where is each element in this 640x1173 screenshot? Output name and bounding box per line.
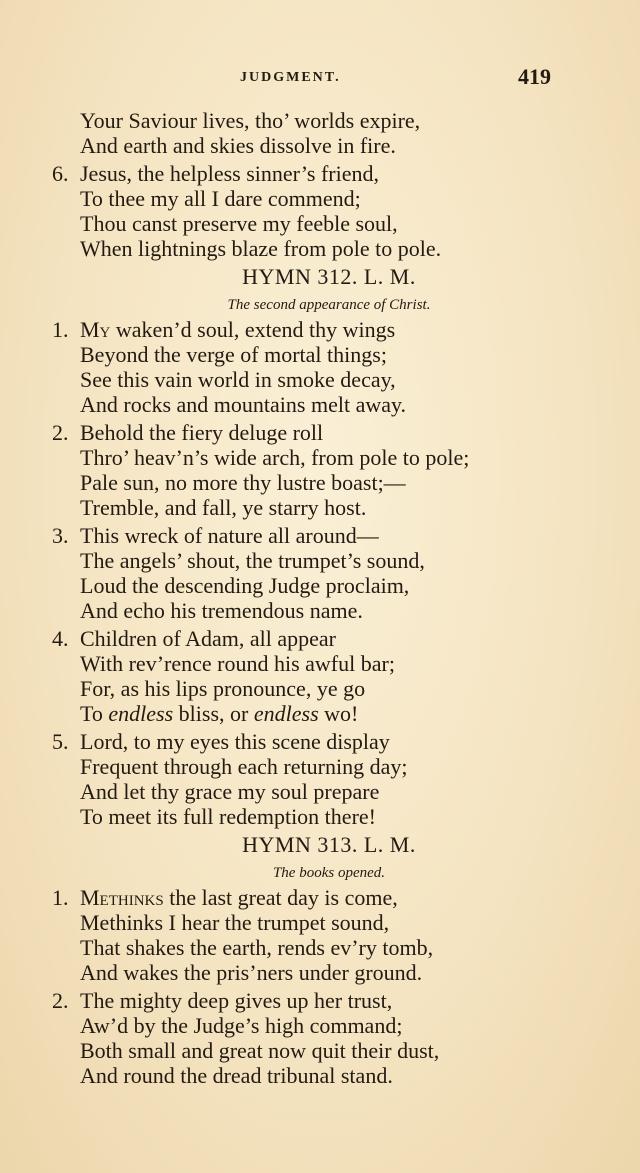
verse-line: And wakes the pris’ners under ground. xyxy=(80,960,423,985)
verse-line: Aw’d by the Judge’s high command; xyxy=(80,1013,403,1038)
hymn-313-title: HYMN 313. L. M. xyxy=(242,832,416,857)
verse-line: And rocks and mountains melt away. xyxy=(80,392,407,417)
verse-number: 2. xyxy=(52,988,69,1013)
verse-line: Thro’ heav’n’s wide arch, from pole to pole; xyxy=(80,445,470,470)
verse-first-word: Methinks xyxy=(80,885,164,910)
verse-line: And let thy grace my soul prepare xyxy=(80,779,380,804)
verse-line: Methinks the last great day is come, xyxy=(80,885,398,910)
verse-line: My waken’d soul, extend thy wings xyxy=(80,317,396,342)
hymn-312-verse-2 xyxy=(0,420,640,520)
verse-line: Behold the fiery deluge roll xyxy=(80,420,324,445)
emphasis: endless xyxy=(108,701,174,726)
verse-number: 5. xyxy=(52,729,69,754)
verse-line: See this vain world in smoke decay, xyxy=(80,367,396,392)
hymn-312-title: HYMN 312. L. M. xyxy=(242,264,416,289)
verse-line: To thee my all I dare commend; xyxy=(80,186,361,211)
hymn-313-subtitle: The books opened. xyxy=(272,865,386,881)
emphasis: endless xyxy=(253,701,319,726)
verse-line: Jesus, the helpless sinner’s friend, xyxy=(80,161,379,186)
hymn-312-verse-5 xyxy=(0,729,640,829)
running-head: JUDGMENT. xyxy=(240,70,341,85)
hymn-313-verse-2 xyxy=(0,988,640,1088)
verse-line: Frequent through each returning day; xyxy=(80,754,408,779)
verse-line: For, as his lips pronounce, ye go xyxy=(80,676,366,701)
verse-line: Methinks I hear the trumpet sound, xyxy=(80,910,390,935)
hymn-312-subtitle: The second appearance of Christ. xyxy=(227,297,431,313)
hymn-312-verse-1 xyxy=(0,317,640,417)
verse-line: Beyond the verge of mortal things; xyxy=(80,342,387,367)
verse-line: That shakes the earth, rends ev’ry tomb, xyxy=(80,935,434,960)
verse-line: The mighty deep gives up her trust, xyxy=(80,988,393,1013)
verse-line: Lord, to my eyes this scene display xyxy=(80,729,390,754)
verse-number: 4. xyxy=(52,626,69,651)
verse-line: To endless bliss, or endless wo! xyxy=(80,701,359,726)
verse-line: Loud the descending Judge proclaim, xyxy=(80,573,410,598)
hymn-312-verse-4 xyxy=(0,626,640,726)
verse-first-word: My xyxy=(80,317,111,342)
verse-line: Pale sun, no more thy lustre boast;— xyxy=(80,470,406,495)
verse-line: Children of Adam, all appear xyxy=(80,626,336,651)
page-header xyxy=(0,64,640,96)
verse-line: This wreck of nature all around— xyxy=(80,523,379,548)
verse-line: The angels’ shout, the trumpet’s sound, xyxy=(80,548,425,573)
verse-6 xyxy=(0,161,640,261)
verse-number: 1. xyxy=(52,317,69,342)
verse-line: And earth and skies dissolve in fire. xyxy=(80,133,396,158)
verse-line: With rev’rence round his awful bar; xyxy=(80,651,395,676)
verse-line: And echo his tremendous name. xyxy=(80,598,363,623)
verse-number: 2. xyxy=(52,420,69,445)
verse-line: Your Saviour lives, tho’ worlds expire, xyxy=(80,108,421,133)
verse-line: And round the dread tribunal stand. xyxy=(80,1063,393,1088)
hymn-313-verse-1 xyxy=(0,885,640,985)
verse-line: To meet its full redemption there! xyxy=(80,804,376,829)
verse-number: 6. xyxy=(52,161,69,186)
verse-number: 1. xyxy=(52,885,69,910)
verse-number: 3. xyxy=(52,523,69,548)
page-number: 419 xyxy=(518,64,551,89)
hymn-312-verse-3 xyxy=(0,523,640,623)
verse-line: Both small and great now quit their dust, xyxy=(80,1038,440,1063)
verse-line: Thou canst preserve my feeble soul, xyxy=(80,211,398,236)
verse-line: When lightnings blaze from pole to pole. xyxy=(80,236,442,261)
page-body xyxy=(0,108,640,1088)
verse-line: Tremble, and fall, ye starry host. xyxy=(80,495,367,520)
